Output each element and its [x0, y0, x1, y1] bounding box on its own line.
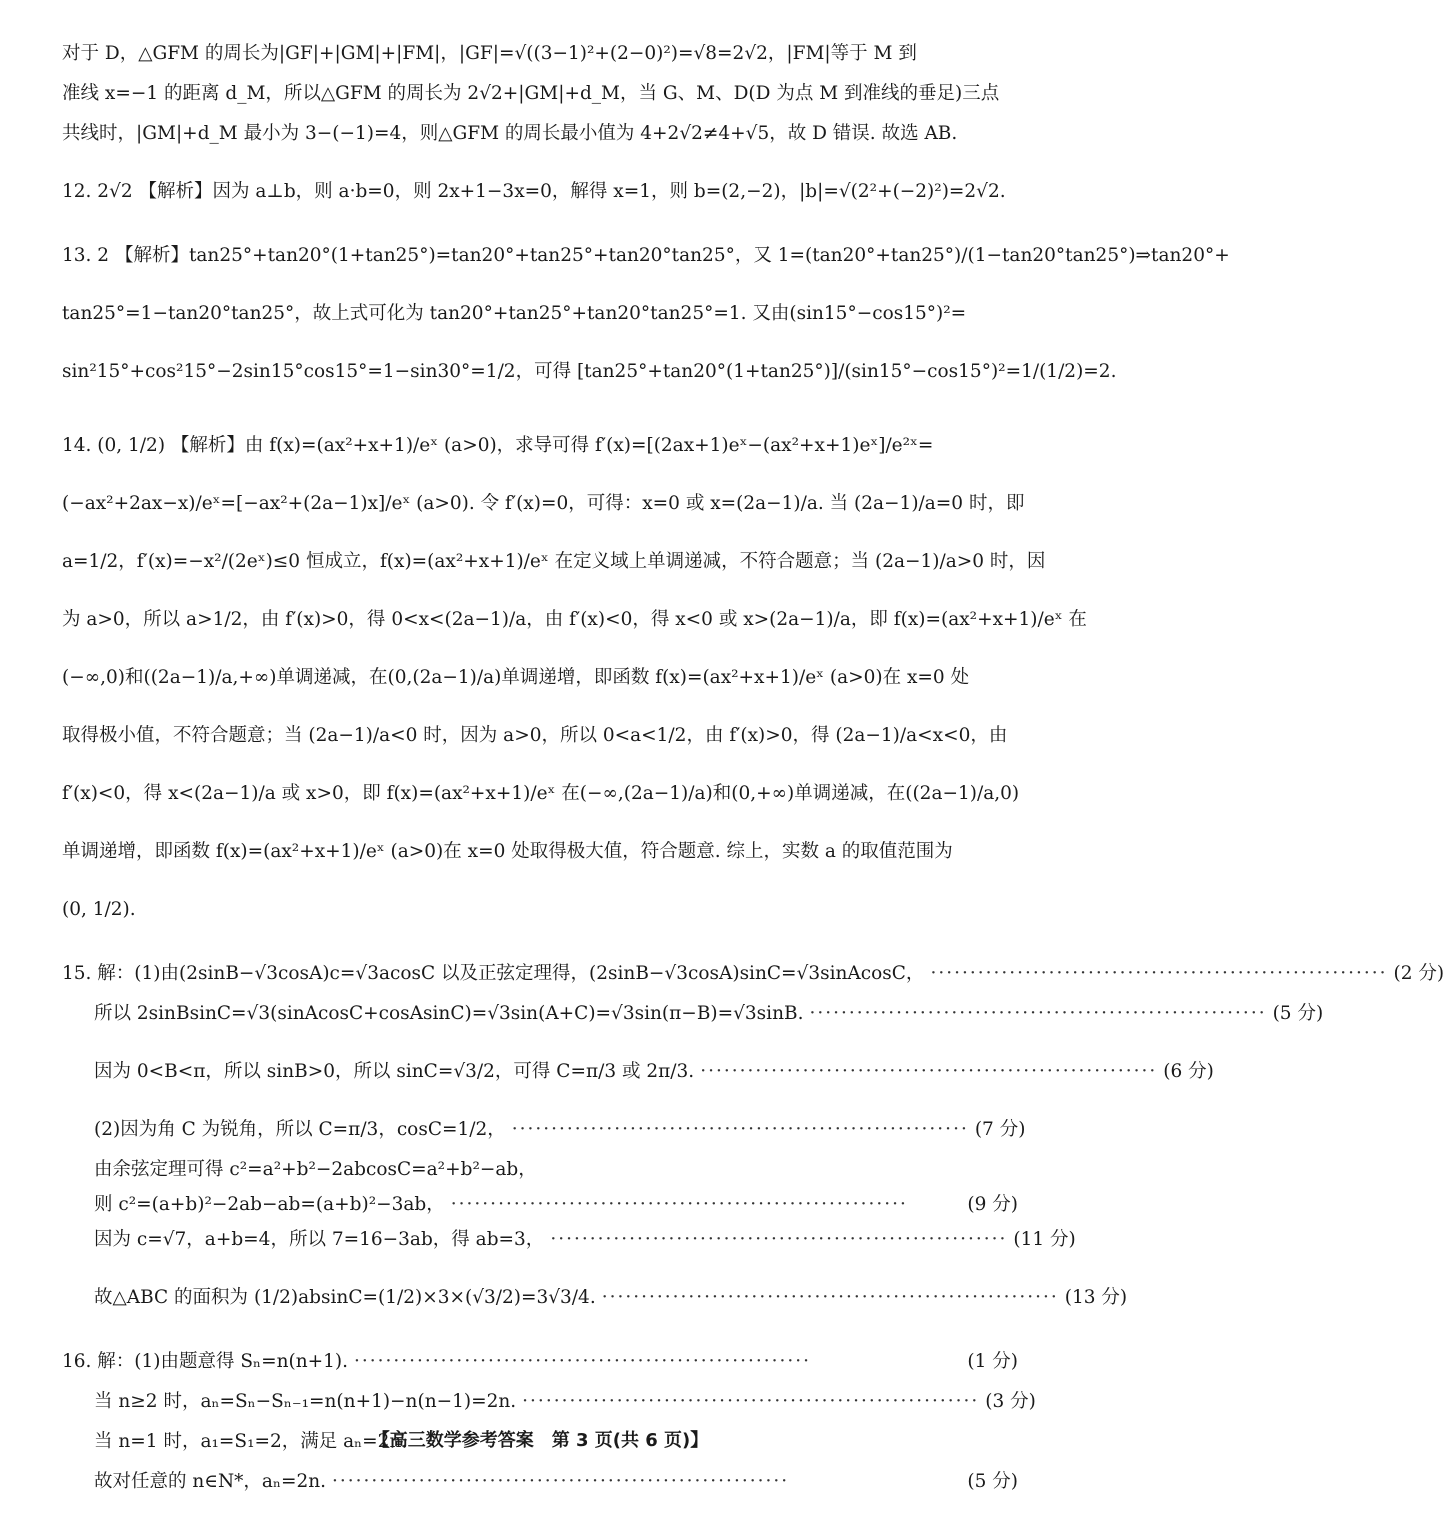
scored-line	[62, 1278, 1128, 1318]
step-text: 因为 c=√7，a+b=4，所以 7=16−3ab，得 ab=3，	[94, 1229, 545, 1250]
leader-dots: ··························································	[450, 1194, 908, 1215]
step-points: (13 分)	[1064, 1287, 1128, 1308]
step-text: 15. 解：(1)由(2sinB−√3cosA)c=√3acosC 以及正弦定理得，(2sinB−√3cosA)sinC=√3sinAcosC，	[62, 963, 925, 984]
scored-line	[62, 1110, 1026, 1150]
q12-answer	[62, 172, 1018, 212]
q14-answer	[62, 426, 1087, 930]
leader-dots: ··························································	[332, 1471, 790, 1492]
scored-line	[62, 1220, 1076, 1260]
scored-line	[62, 1052, 1214, 1092]
text-line: tan25°=1−tan20°tan25°，故上式可化为 tan20°+tan25°+tan20°tan25°=1. 又由(sin15°−cos15°)²=	[62, 303, 967, 324]
text-line: a=1/2，f′(x)=−x²/(2eˣ)≤0 恒成立，f(x)=(ax²+x+1)/eˣ 在定义域上单调递减，不符合题意；当 (2a−1)/a>0 时，因	[62, 551, 1046, 572]
text-line: sin²15°+cos²15°−2sin15°cos15°=1−sin30°=1/2，可得 [tan25°+tan20°(1+tan25°)]/(sin15°−cos15°)²=1/(1/2)=2.	[62, 361, 1117, 382]
q11-continuation	[62, 34, 1018, 154]
text-line: 14. (0, 1/2) 【解析】由 f(x)=(ax²+x+1)/eˣ (a>0)，求导可得 f′(x)=[(2ax+1)eˣ−(ax²+x+1)eˣ]/e²ˣ=	[62, 435, 934, 456]
step-points: (11 分)	[1013, 1229, 1076, 1250]
step-text: 则 c²=(a+b)²−2ab−ab=(a+b)²−3ab，	[94, 1194, 445, 1215]
text-line: (−ax²+2ax−x)/eˣ=[−ax²+(2a−1)x]/eˣ (a>0). 令 f′(x)=0，可得：x=0 或 x=(2a−1)/a. 当 (2a−1)/a=0 时，即	[62, 493, 1025, 514]
leader-dots: ··························································	[522, 1391, 980, 1412]
leader-dots: ··························································	[550, 1229, 1008, 1250]
step-points: (9 分)	[967, 1194, 1018, 1215]
step-points: (2 分)	[1393, 963, 1444, 984]
text-line: f′(x)<0，得 x<(2a−1)/a 或 x>0，即 f(x)=(ax²+x+1)/eˣ 在(−∞,(2a−1)/a)和(0,+∞)单调递减，在((2a−1)/a,0)	[62, 783, 1020, 804]
text-line: (−∞,0)和((2a−1)/a,+∞)单调递减，在(0,(2a−1)/a)单调递增，即函数 f(x)=(ax²+x+1)/eˣ (a>0)在 x=0 处	[62, 667, 970, 688]
step-points: (1 分)	[967, 1351, 1018, 1372]
page-footer: 【高三数学参考答案 第 3 页(共 6 页)】	[371, 1430, 709, 1451]
leader-dots: ··························································	[809, 1003, 1267, 1024]
step-text: 所以 2sinBsinC=√3(sinAcosC+cosAsinC)=√3sin(A+C)=√3sin(π−B)=√3sinB.	[94, 1003, 804, 1024]
text-line: 共线时，|GM|+d_M 最小为 3−(−1)=4，则△GFM 的周长最小值为 4+2√2≠4+√5，故 D 错误. 故选 AB.	[62, 123, 958, 144]
step-points: (7 分)	[974, 1119, 1026, 1140]
step-text: 当 n≥2 时，aₙ=Sₙ−Sₙ₋₁=n(n+1)−n(n−1)=2n.	[94, 1391, 517, 1412]
text-line: 由余弦定理可得 c²=a²+b²−2abcosC=a²+b²−ab，	[94, 1159, 537, 1180]
text-line: 准线 x=−1 的距离 d_M，所以△GFM 的周长为 2√2+|GM|+d_M，当 G、M、D(D 为点 M 到准线的垂足)三点	[62, 83, 1000, 104]
leader-dots: ··························································	[353, 1351, 812, 1372]
scored-line	[62, 1342, 1018, 1382]
scored-line	[62, 1190, 1018, 1220]
text-line: 取得极小值，不符合题意；当 (2a−1)/a<0 时，因为 a>0，所以 0<a<1/2，由 f′(x)>0，得 (2a−1)/a<x<0，由	[62, 725, 1008, 746]
step-points: (5 分)	[1272, 1003, 1324, 1024]
step-text: 因为 0<B<π，所以 sinB>0，所以 sinC=√3/2，可得 C=π/3 或 2π/3.	[94, 1061, 695, 1082]
step-text: 故对任意的 n∈N*，aₙ=2n.	[94, 1471, 327, 1492]
q13-answer	[62, 236, 1230, 392]
text-line: 对于 D，△GFM 的周长为|GF|+|GM|+|FM|，|GF|=√((3−1)²+(2−0)²)=√8=2√2，|FM|等于 M 到	[62, 43, 917, 64]
leader-dots: ··························································	[511, 1119, 969, 1140]
step-points: (3 分)	[985, 1391, 1036, 1412]
step-points: (6 分)	[1163, 1061, 1214, 1082]
leader-dots: ··························································	[601, 1287, 1059, 1308]
scored-line	[62, 1462, 1018, 1502]
leader-dots: ··························································	[930, 963, 1388, 984]
leader-dots: ··························································	[700, 1061, 1158, 1082]
text-line: 单调递增，即函数 f(x)=(ax²+x+1)/eˣ (a>0)在 x=0 处取得极大值，符合题意. 综上，实数 a 的取值范围为	[62, 841, 953, 862]
text-line: 13. 2 【解析】tan25°+tan20°(1+tan25°)=tan20°+tan25°+tan20°tan25°，又 1=(tan20°+tan25°)/(1−tan20°tan25°)⇒tan20°+	[62, 245, 1230, 266]
text-line: 12. 2√2 【解析】因为 a⊥b，则 a·b=0，则 2x+1−3x=0，解得 x=1，则 b=(2,−2)，|b|=√(2²+(−2)²)=2√2.	[62, 181, 1006, 202]
text-line: 当 n=1 时，a₁=S₁=2，满足 aₙ=2n.	[94, 1431, 408, 1452]
scored-line	[62, 954, 1444, 994]
step-text: (2)因为角 C 为锐角，所以 C=π/3，cosC=1/2，	[94, 1119, 506, 1140]
q16-solution	[62, 1342, 1036, 1502]
step-points: (5 分)	[967, 1471, 1018, 1492]
text-line: 为 a>0，所以 a>1/2，由 f′(x)>0，得 0<x<(2a−1)/a，由 f′(x)<0，得 x<0 或 x>(2a−1)/a，即 f(x)=(ax²+x+1)/eˣ 在	[62, 609, 1087, 630]
scored-line	[62, 994, 1324, 1034]
q15-solution	[62, 954, 1444, 1318]
scored-line	[62, 1382, 1036, 1422]
text-line: (0, 1/2).	[62, 899, 136, 920]
step-text: 16. 解：(1)由题意得 Sₙ=n(n+1).	[62, 1351, 348, 1372]
step-text: 故△ABC 的面积为 (1/2)absinC=(1/2)×3×(√3/2)=3√3/4.	[94, 1287, 596, 1308]
